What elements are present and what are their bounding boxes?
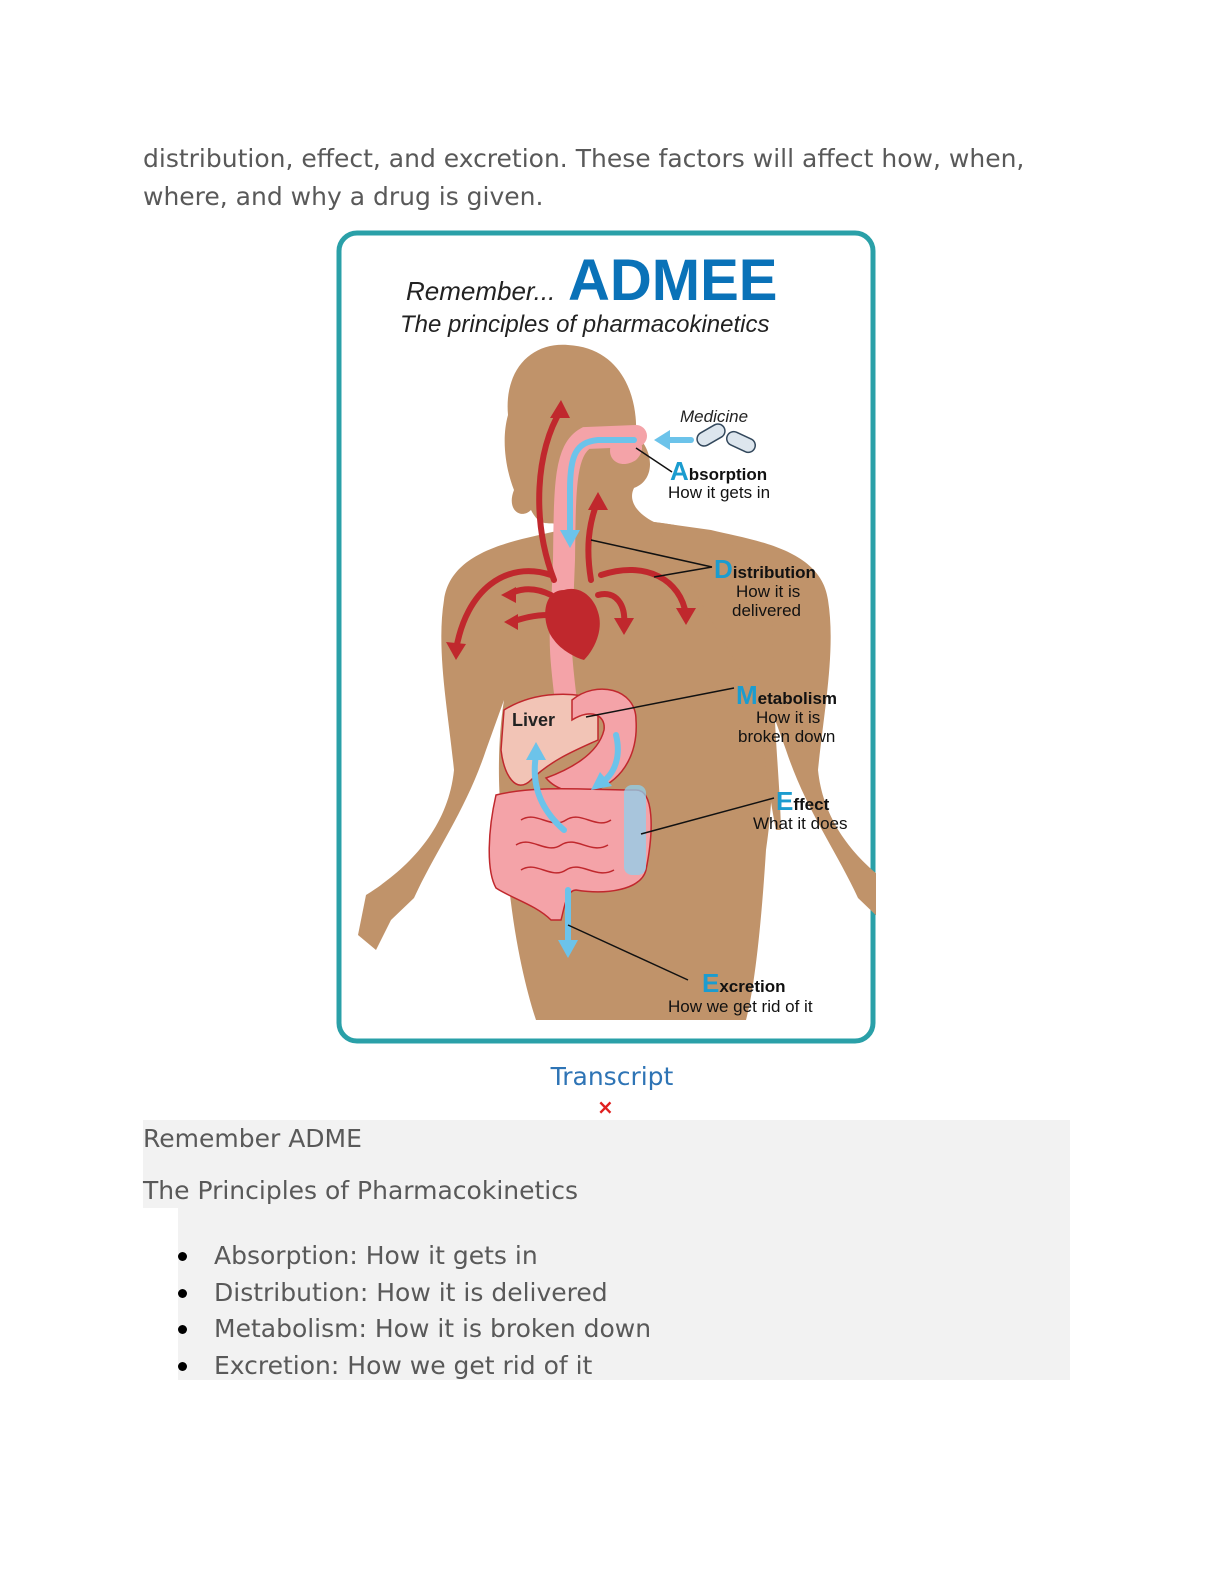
- label-excretion: Excretion: [702, 968, 786, 998]
- transcript-panel: [143, 1120, 1070, 1380]
- bullet-icon: [178, 1289, 187, 1298]
- desc-excretion: How we get rid of it: [668, 997, 813, 1016]
- transcript-heading: Remember ADME: [143, 1124, 362, 1153]
- close-icon[interactable]: ×: [597, 1095, 614, 1119]
- medicine-label: Medicine: [680, 407, 749, 426]
- admee-illustration: [336, 230, 876, 1044]
- list-item: [178, 1311, 651, 1348]
- list-item: [178, 1348, 651, 1385]
- desc-absorption: How it gets in: [668, 483, 771, 502]
- list-item: [178, 1238, 651, 1275]
- intro-paragraph: distribution, effect, and excretion. These factors will affect how, when, where, and why a drug is given.: [143, 144, 1025, 211]
- label-effect: Effect: [776, 786, 830, 816]
- bullet-icon: [178, 1252, 187, 1261]
- list-item-text: Excretion: How we get rid of it: [214, 1350, 593, 1380]
- desc-effect: What it does: [753, 814, 848, 833]
- figure-admee-title: ADMEE: [568, 248, 778, 313]
- effect-site: [624, 785, 646, 875]
- list-item-text: Metabolism: How it is broken down: [214, 1314, 652, 1343]
- label-distribution: Distribution: [714, 554, 816, 584]
- bullet-icon: [178, 1362, 187, 1371]
- label-absorption: Absorption: [670, 456, 768, 486]
- figure-remember: Remember...: [406, 276, 556, 306]
- desc-metabolism-2: broken down: [738, 727, 836, 746]
- transcript-subheading: The Principles of Pharmacokinetics: [143, 1176, 579, 1205]
- figure-subtitle: The principles of pharmacokinetics: [400, 311, 770, 338]
- desc-metabolism-1: How it is: [756, 708, 821, 727]
- desc-distribution-1: How it is: [736, 582, 801, 601]
- desc-distribution-2: delivered: [732, 601, 801, 620]
- admee-figure: [336, 230, 876, 1044]
- liver-label: Liver: [512, 710, 556, 730]
- label-metabolism: Metabolism: [736, 680, 838, 710]
- transcript-list: [178, 1238, 651, 1384]
- list-item-text: Distribution: How it is delivered: [214, 1277, 608, 1307]
- list-item-text: Absorption: How it gets in: [214, 1241, 538, 1270]
- list-item: [178, 1275, 651, 1312]
- transcript-link[interactable]: Transcript: [550, 1062, 674, 1091]
- bullet-icon: [178, 1325, 187, 1334]
